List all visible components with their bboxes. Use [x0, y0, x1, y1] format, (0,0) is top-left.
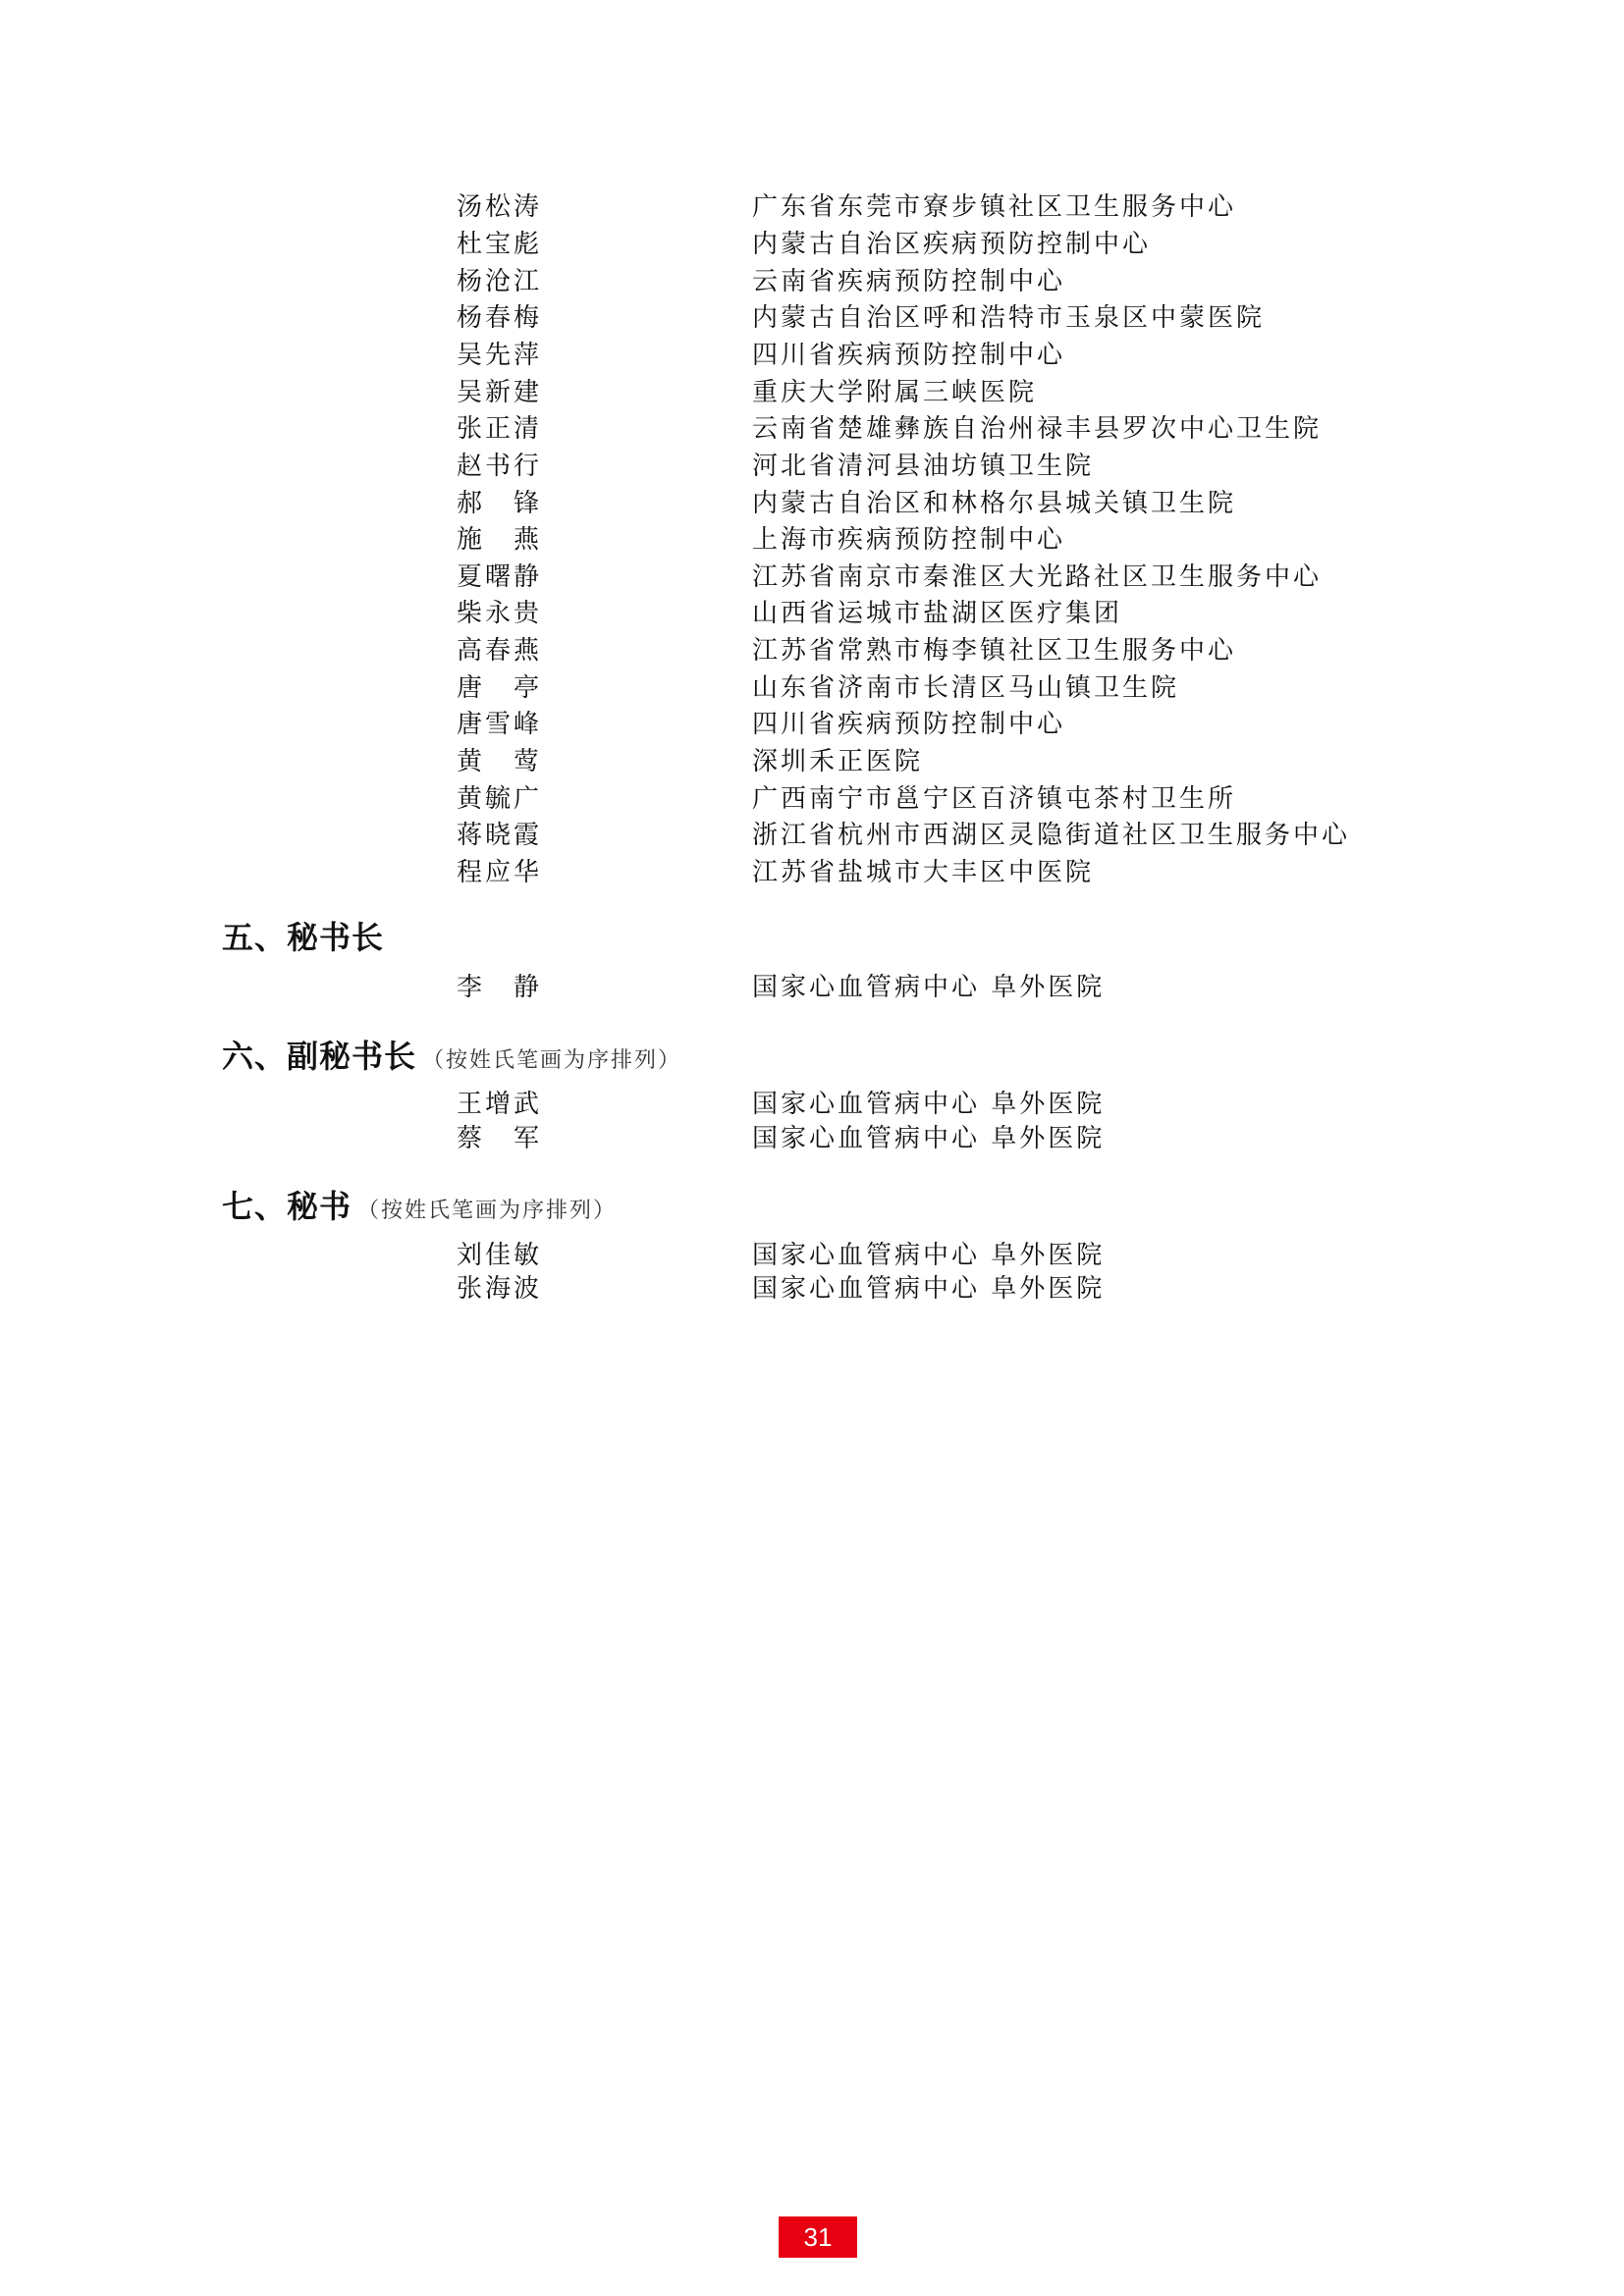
page-number: 31	[779, 2216, 857, 2258]
list-item	[0, 744, 1624, 779]
member-name: 蒋晓霞	[457, 821, 543, 850]
member-organization: 国家心血管病中心 阜外医院	[752, 1241, 1106, 1270]
list-item	[0, 781, 1624, 817]
section-note: （按姓氏笔画为序排列）	[357, 1199, 618, 1223]
list-item	[0, 1238, 1624, 1273]
section-heading-secretary-general	[222, 916, 384, 959]
list-item	[0, 522, 1624, 558]
member-name: 王增武	[457, 1090, 543, 1119]
member-name: 杨沧江	[457, 267, 543, 296]
list-item	[0, 707, 1624, 742]
member-name: 汤松涛	[457, 192, 543, 222]
member-name: 夏曙静	[457, 562, 543, 592]
member-organization: 国家心血管病中心 阜外医院	[752, 1090, 1106, 1119]
member-organization: 四川省疾病预防控制中心	[752, 341, 1066, 370]
member-name: 吴先萍	[457, 341, 543, 370]
section-title: 五、秘书长	[222, 919, 385, 956]
member-organization: 浙江省杭州市西湖区灵隐街道社区卫生服务中心	[752, 821, 1351, 850]
section-title: 七、秘书	[222, 1188, 352, 1225]
member-name: 程应华	[457, 858, 543, 887]
member-name: 唐雪峰	[457, 710, 543, 739]
member-organization: 广东省东莞市寮步镇社区卫生服务中心	[752, 192, 1237, 222]
member-organization: 山东省济南市长清区马山镇卫生院	[752, 673, 1180, 703]
member-name: 柴永贵	[457, 599, 543, 628]
section-heading-deputy-secretary-general	[222, 1035, 681, 1078]
member-organization: 国家心血管病中心 阜外医院	[752, 1124, 1106, 1153]
member-organization: 重庆大学附属三峡医院	[752, 378, 1038, 407]
member-name: 郝 锋	[457, 489, 543, 518]
list-item	[0, 1271, 1624, 1307]
member-name: 张海波	[457, 1274, 543, 1304]
member-organization: 四川省疾病预防控制中心	[752, 710, 1066, 739]
list-item	[0, 411, 1624, 447]
list-item	[0, 1087, 1624, 1122]
member-organization: 上海市疾病预防控制中心	[752, 525, 1066, 555]
member-organization: 国家心血管病中心 阜外医院	[752, 1274, 1106, 1304]
member-organization: 江苏省常熟市梅李镇社区卫生服务中心	[752, 636, 1237, 666]
member-name: 施 燕	[457, 525, 543, 555]
member-organization: 内蒙古自治区和林格尔县城关镇卫生院	[752, 489, 1237, 518]
section-note: （按姓氏笔画为序排列）	[422, 1048, 682, 1073]
member-name: 张正清	[457, 414, 543, 444]
list-item	[0, 970, 1624, 1005]
list-item	[0, 560, 1624, 595]
member-organization: 广西南宁市邕宁区百济镇屯茶村卫生所	[752, 784, 1237, 814]
member-organization: 国家心血管病中心 阜外医院	[752, 973, 1106, 1002]
member-organization: 江苏省盐城市大丰区中医院	[752, 858, 1095, 887]
list-item	[0, 818, 1624, 853]
member-name: 唐 亭	[457, 673, 543, 703]
section-heading-secretary	[222, 1185, 617, 1228]
member-name: 赵书行	[457, 452, 543, 481]
list-item	[0, 227, 1624, 262]
member-organization: 内蒙古自治区呼和浩特市玉泉区中蒙医院	[752, 303, 1266, 333]
list-item	[0, 596, 1624, 631]
list-item	[0, 449, 1624, 484]
member-organization: 河北省清河县油坊镇卫生院	[752, 452, 1095, 481]
member-organization: 深圳禾正医院	[752, 747, 924, 776]
section-title: 六、副秘书长	[222, 1038, 417, 1075]
list-item	[0, 1121, 1624, 1156]
member-organization: 云南省疾病预防控制中心	[752, 267, 1066, 296]
member-name: 刘佳敏	[457, 1241, 543, 1270]
member-name: 杜宝彪	[457, 230, 543, 259]
member-organization: 江苏省南京市秦淮区大光路社区卫生服务中心	[752, 562, 1323, 592]
list-item	[0, 486, 1624, 521]
member-name: 吴新建	[457, 378, 543, 407]
list-item	[0, 670, 1624, 706]
list-item	[0, 189, 1624, 225]
member-name: 黄毓广	[457, 784, 543, 814]
list-item	[0, 264, 1624, 299]
member-name: 黄 莺	[457, 747, 543, 776]
member-organization: 内蒙古自治区疾病预防控制中心	[752, 230, 1152, 259]
list-item	[0, 633, 1624, 668]
member-organization: 云南省楚雄彝族自治州禄丰县罗次中心卫生院	[752, 414, 1323, 444]
list-item	[0, 375, 1624, 410]
list-item	[0, 338, 1624, 373]
member-name: 杨春梅	[457, 303, 543, 333]
member-name: 高春燕	[457, 636, 543, 666]
member-organization: 山西省运城市盐湖区医疗集团	[752, 599, 1123, 628]
member-name: 蔡 军	[457, 1124, 543, 1153]
member-name: 李 静	[457, 973, 543, 1002]
list-item	[0, 855, 1624, 890]
list-item	[0, 300, 1624, 336]
